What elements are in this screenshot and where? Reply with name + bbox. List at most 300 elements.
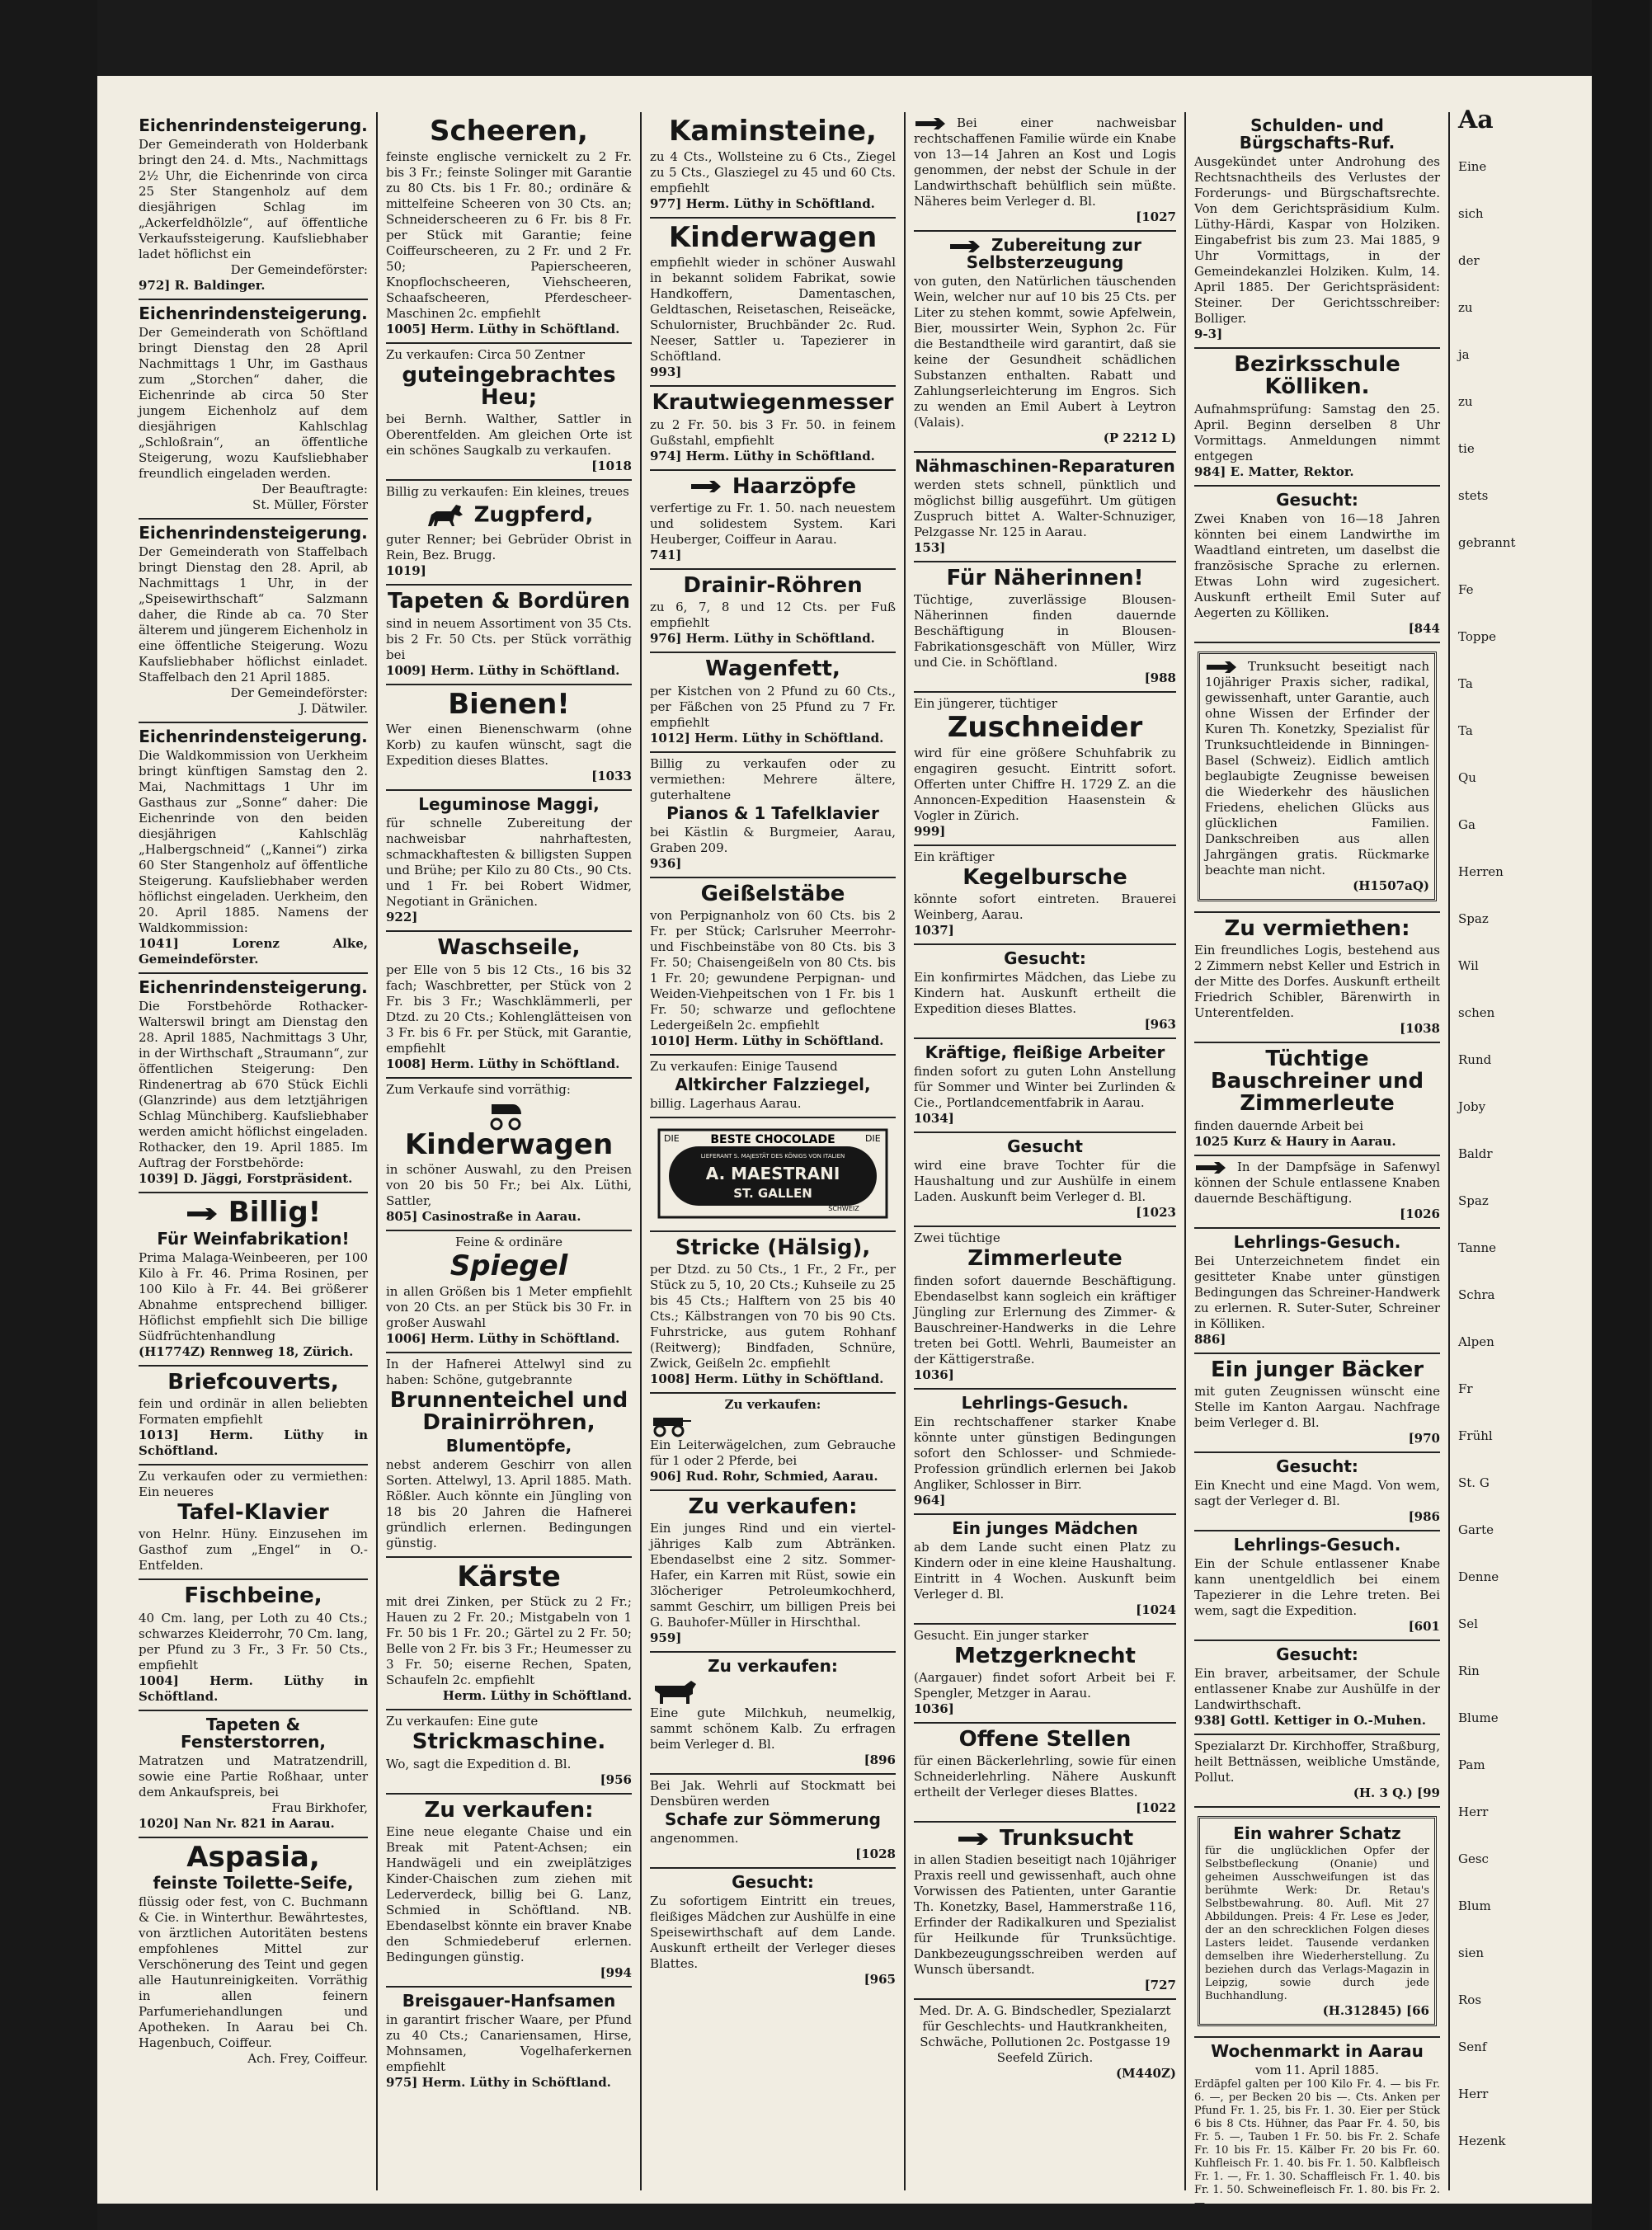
ad-text: in schöner Auswahl, zu den Preisen von 20 bis 50 Fr.; bei Alx. Lüthi, Sattler, xyxy=(386,1162,632,1209)
ad-weinbereitung xyxy=(914,232,1176,453)
ad-title xyxy=(650,473,896,499)
ad-title: Zu verkaufen: xyxy=(688,1494,858,1520)
ad-title: Gesucht: xyxy=(1004,948,1086,969)
ad-text: Erdäpfel galten per 100 Kilo Fr. 4. — bis Fr. 6. —, per Becken 20 bis —. Cts. Anken per Pfund Fr. 1. 25, bis Fr. 1. 30. Eier per Stück 6 bis 8 Cts. Hühner, das Paar Fr. 4. 50, bis Fr. 5. —, Tauben 1 Fr. 50. bis Fr. 2. Schafe Fr. 10 bis Fr. 15. Kälber Fr. 20 bis Fr. 60. Kuhfleisch Fr. 1. 40. bis Fr. 1. 50. Kalbfleisch Fr. 1. —, Fr. 1. 30. Schaffleisch Fr. 1. 40. bis Fr. 1. 50. Schweinefleisch Fr. 1. 80. bis Fr. 2. — xyxy=(1194,2078,1440,2210)
ad-title: Schulden- und Bürgschafts-Ruf. xyxy=(1239,115,1395,153)
ad-text: Der Gemeinderath von Holderbank bringt den 24. d. Mts., Nachmittags 2½ Uhr, die Eichenrinde von circa 25 Ster Stangenholz auf dem diesjährigen Schlag im „Ackerfeldhölzle“, auf öffentliche Verkaufssteigerung. Kaufsliebhaber ladet höflichst ein xyxy=(139,137,368,261)
ad-sign: Der Beauftragte: xyxy=(261,482,368,496)
ad-text: Ein braver, arbeitsamer, der Schule entlassener Knabe zur Aushülfe in der Landwirthschaft. xyxy=(1194,1666,1440,1713)
ad-text: wird für eine größere Schuhfabrik zu engagiren gesucht. Eintritt sofort. Offerten unter Chiffre H. 1729 Z. an die Annoncen-Expedition Haasenstein & Vogler in Zürich. xyxy=(914,745,1176,823)
ad-ref: [601 xyxy=(1408,1619,1440,1635)
truncated-line: sien xyxy=(1458,1945,1485,1960)
logo-sub-text: LIEFERANT S. MAJESTÄT DES KÖNIGS VON ITALIEN xyxy=(700,1152,845,1160)
ad-ref: [1026 xyxy=(1400,1206,1440,1221)
ad-text: flüssig oder fest, von C. Buchmann & Cie. in Winterthur. Bewährtestes, von ärztlichen Autoritäten bestens empfohlenes Mittel zur Verschönerung des Teint und gegen alle Hautunreinigkeiten. Vorräthig in allen feinern Parfumeriehandlungen und Apotheken. In Aarau bei Ch. Hagenbuch, Coiffeur. xyxy=(139,1894,368,2051)
truncated-line: Garte xyxy=(1458,1522,1494,1537)
ad-ref: [994 xyxy=(600,1964,632,1980)
ad-subtitle: vom 11. April 1885. xyxy=(1254,2063,1380,2078)
ad-ref: Herm. Lüthy in Schöftland. xyxy=(442,1688,632,1704)
ad-logis-vermiethen xyxy=(1194,913,1440,1043)
ad-text: Eine neue elegante Chaise und ein Break mit Patent-Achsen; ein Handwägeli und ein zweiplätziges Kinder-Chaischen zum ziehen mit Lederverdeck, billig bei G. Lanz, Schmied in Schöftland. NB. Ebendaselbst könnte ein braver Knabe den Schmiedeberuf erlernen. Bedingungen günstig. xyxy=(386,1823,632,1964)
ad-lehrling-schreiner xyxy=(1194,1229,1440,1354)
logo-main-text: A. MAESTRANI xyxy=(705,1163,840,1183)
ad-ref: 974] Herm. Lüthy in Schöftland. xyxy=(650,448,875,463)
ad-text: Matratzen und Matratzendrill, sowie eine Partie Roßhaar, unter dem Ankaufspreis, bei xyxy=(139,1752,368,1800)
ad-junger-baecker xyxy=(1194,1354,1440,1453)
ad-text: werden stets schnell, pünktlich und möglichst billig ausgeführt. Um gütigen Zuspruch bittet A. Walter-Schnuziger, Pelzgasse Nr. 125 in Aarau. xyxy=(914,478,1176,539)
ad-text: guter Renner; bei Gebrüder Obrist in Rein, Bez. Brugg. xyxy=(386,532,632,563)
ad-billig-weinbeeren xyxy=(139,1193,368,1367)
ad-text: billig. Lagerhaus Aarau. xyxy=(650,1095,802,1111)
ad-title: Aspasia, xyxy=(186,1840,320,1874)
ad-text: Ein Knecht und eine Magd. Von wem, sagt der Verleger d. Bl. xyxy=(1194,1478,1440,1509)
framed-ad xyxy=(1198,652,1437,901)
ad-stricke xyxy=(650,1232,896,1394)
ad-ref: [988 xyxy=(1144,670,1176,686)
ad-title: Wochenmarkt in Aarau xyxy=(1211,2041,1424,2062)
ad-ref: 1008] Herm. Lüthy in Schöftland. xyxy=(650,1371,884,1387)
ad-lehrling-tapezierer xyxy=(1194,1531,1440,1641)
ad-text: finden sofort zu guten Lohn Anstellung für Sommer und Winter bei Zurlinden & Cie., Portlandcementfabrik in Aarau. xyxy=(914,1064,1176,1111)
ad-ref: 1034] xyxy=(914,1111,954,1127)
ad-title: Kräftige, fleißige Arbeiter xyxy=(925,1042,1165,1063)
ad-text: angenommen. xyxy=(650,1831,739,1847)
truncated-line: Baldr xyxy=(1458,1146,1493,1161)
ad-title xyxy=(139,1198,368,1228)
ad-drainir-roehren xyxy=(650,570,896,653)
ad-pretext: Zu verkaufen: Circa 50 Zentner xyxy=(386,346,586,362)
ad-ref: [970 xyxy=(1408,1431,1440,1447)
ad-title: Wagenfett, xyxy=(705,656,840,682)
truncated-line: Ta xyxy=(1458,723,1473,738)
ad-eichenrinde-rothacker xyxy=(139,974,368,1193)
ad-text: finden dauernde Arbeit bei xyxy=(1194,1117,1364,1133)
ad-text: für einen Bäckerlehrling, sowie für einen Schneiderlehrling. Nähere Auskunft ertheilt der Verleger dieses Blattes. xyxy=(914,1753,1176,1800)
ad-junges-maedchen xyxy=(914,1515,1176,1625)
ad-title: Metzgerknecht xyxy=(954,1643,1136,1668)
ad-title: Zu verkaufen: xyxy=(424,1797,594,1823)
ad-aspasia-seife xyxy=(139,1838,368,2072)
ad-title: Briefcouverts, xyxy=(167,1369,339,1395)
truncated-line: Gesc xyxy=(1458,1851,1489,1866)
truncated-line: der xyxy=(1458,253,1480,268)
truncated-line: Ta xyxy=(1458,676,1473,691)
ad-text: von guten, den Natürlichen täuschenden Wein, welcher nur auf 10 bis 25 Cts. per Liter zu stehen kommt, sowie Apfelwein, Bier, moussirter Wein, Syphon 2c. Für die Bestandtheile wird garantirt, daß sie keine der Gesundheit schädlichen Substanzen enthalten. Rabatt und Zahlungserleichterung im Engros. Sich zu wenden an Emil Aubert à Leytron (Valais). xyxy=(914,274,1176,430)
ad-text: Der Gemeinderath von Staffelbach bringt Dienstag den 28. April, ab Nachmittags 1 Uhr, in der „Speisewirthschaft“ Salzmann daher, die Rinde ab ca. 70 Ster älterem und jüngerem Eichenholz in eine öffentliche Steigerung. Wozu Kaufsliebhaber höflichst einladet. Staffelbach den 21 April 1885. xyxy=(139,544,368,685)
ad-text: Med. Dr. A. G. Bindschedler, Spezialarzt für Geschlechts- und Hautkrankheiten, Schwäche, Pollutionen 2c. Postgasse 19 Seefeld Zürich. xyxy=(919,2003,1171,2066)
ad-tochter-gesucht xyxy=(914,1133,1176,1227)
ad-text: feinste englische vernickelt zu 2 Fr. bis 3 Fr.; feinste Solinger mit Garantie zu 80 Cts. bis 1 Fr. 80.; ordinäre & mittelfeine Scheeren von 30 Cts. an; Schneiderscheeren zu 6 Fr. bis 8 Fr. per Stück mit Garantie; feine Coiffeurscheeren, zu 2 Fr. und 2 Fr. 50; Papierscheeren, Knopflochscheeren, Viehscheeren, Schaafscheeren, Pferdescheer-Maschinen 2c. empfiehlt xyxy=(386,148,632,321)
ad-strickmaschine xyxy=(386,1710,632,1794)
ad-wagenfett xyxy=(650,653,896,752)
ad-naehmaschinen xyxy=(914,453,1176,562)
ad-text: Eine gute Milchkuh, neumelkig, sammt schönem Kalb. Zu erfragen beim Verleger d. Bl. xyxy=(650,1705,896,1752)
ad-title: Fischbeine, xyxy=(184,1583,322,1609)
ad-title: Gesucht xyxy=(1007,1136,1083,1157)
ad-ref: [1028 xyxy=(855,1847,896,1862)
truncated-line: Ros xyxy=(1458,1992,1482,2007)
pointing-hand-icon xyxy=(1194,1160,1232,1175)
ad-chocolade-logo xyxy=(650,1118,896,1232)
ad-pianos xyxy=(650,753,896,878)
ad-milchkuh xyxy=(650,1653,896,1775)
ad-chaise xyxy=(386,1795,632,1988)
ad-subtitle: feinste Toilette-Seife, xyxy=(153,1873,354,1894)
truncated-line: schen xyxy=(1458,1005,1495,1020)
ad-title: Lehrlings-Gesuch. xyxy=(961,1392,1129,1413)
ad-title: Tüchtige Bauschreiner und Zimmerleute xyxy=(1210,1046,1424,1117)
truncated-line: Rin xyxy=(1458,1663,1480,1678)
ad-trunksucht-konetzky xyxy=(914,1823,1176,2000)
ad-title: Kinderwagen xyxy=(668,220,878,254)
pointing-hand-icon xyxy=(1205,660,1243,675)
ad-ref: [844 xyxy=(1408,620,1440,636)
ad-text: Zwei Knaben von 16—18 Jahren könnten bei einem Landwirthe im Waadtland eintreten, um daselbst die französische Sprache zu erlernen. Etwas Lohn wird zugesichert. Auskunft ertheilt Emil Suter auf Aegerten zu Kölliken. xyxy=(1194,510,1440,620)
truncated-line: Pam xyxy=(1458,1757,1485,1772)
ad-bienen xyxy=(386,685,632,792)
ad-text-body: Trunksucht beseitigt nach 10jähriger Praxis sicher, radikal, gewissenhaft, unter Garantie, auch ohne Wissen der Erfinder der Kuren Th. Konetzky, Spezialist für Trunksuchtleidende in Binningen-Basel (Schweiz). Eidlich amtlich beglaubigte Zeugnisse beweisen die Wiederkehr des häuslichen Friedens, ehelichen Glücks aus glücklichen Familien. Dankschreiben aus allen Jahrgängen gratis. Rückmarke beachte man nicht. xyxy=(1205,658,1429,877)
ad-ref: 972] R. Baldinger. xyxy=(139,278,266,293)
ad-ref: 1025 Kurz & Haury in Aarau. xyxy=(1194,1133,1396,1149)
truncated-line: St. G xyxy=(1458,1475,1490,1490)
ad-leiterwaegelchen xyxy=(650,1394,896,1491)
ad-eichenrinde-uerkheim xyxy=(139,723,368,974)
ad-ref: 1008] Herm. Lüthy in Schöftland. xyxy=(386,1056,620,1071)
ad-ref: 977] Herm. Lüthy in Schöftland. xyxy=(650,195,875,211)
ad-title: Krautwiegenmesser xyxy=(652,390,894,416)
ad-title: Tapeten & Fensterstorren, xyxy=(181,1714,326,1752)
ad-bauschreiner xyxy=(1194,1043,1440,1156)
ad-title: Leguminose Maggi, xyxy=(418,794,600,815)
ad-pretext: Ein kräftiger xyxy=(914,849,995,864)
ad-ref: (H1507aQ) xyxy=(1353,877,1429,893)
ad-ref: 964] xyxy=(914,1492,946,1508)
logo-bottom-text: ST. GALLEN xyxy=(733,1185,812,1201)
ad-kegelbursche xyxy=(914,846,1176,945)
ad-text xyxy=(914,115,1176,209)
ad-ref: [1023 xyxy=(1136,1205,1176,1221)
column-5 xyxy=(1186,112,1450,2210)
wagon-icon xyxy=(650,1413,691,1437)
truncated-line: Sel xyxy=(1458,1616,1478,1631)
truncated-line: Fe xyxy=(1458,582,1474,597)
ad-text: Der Gemeinderath von Schöftland bringt Dienstag den 28 April Nachmittags 1 Uhr, im Gasthaus zum „Storchen“ daher, die Eichenrinde ab circa 50 Ster jungem Eichenholz auf dem diesjährigen Kahlschlag „Schloßrain“, an öffentliche Steigerung, wozu Kaufsliebhaber freundlich eingeladen werden. xyxy=(139,325,368,481)
ad-eichenrinde-staffelbach xyxy=(139,520,368,723)
ad-ref: Ach. Frey, Coiffeur. xyxy=(247,2051,368,2067)
truncated-line: ja xyxy=(1458,347,1470,362)
ad-text: Zu sofortigem Eintritt ein treues, fleißiges Mädchen zur Aushülfe in eine Speisewirthschaft auf dem Lande. Auskunft ertheilt der Verleger dieses Blattes. xyxy=(650,1894,896,1972)
column-4 xyxy=(906,112,1186,2190)
ad-ref: St. Müller, Förster xyxy=(252,497,368,512)
ad-title-text: Haarzöpfe xyxy=(732,473,857,499)
ad-text: von Perpignanholz von 60 Cts. bis 2 Fr. per Stück; Carlsruher Meerrohr- und Fischbeinstäbe von 80 Cts. bis 3 Fr. 50; Chaisengeißeln von 80 Cts. bis 1 Fr. 20; gewundene Perpignan- und Weiden-Viehpeitschen von 1 Fr. bis 1 Fr. 50; schwarze und geflochtene Ledergeißeln 2c. empfiehlt xyxy=(650,907,896,1033)
ad-text: Spezialarzt Dr. Kirchhoffer, Straßburg, heilt Bettnässen, weibliche Umstände, Pollut. xyxy=(1194,1738,1440,1785)
ad-ref: 1013] Herm. Lüthy in Schöftland. xyxy=(139,1427,368,1458)
ad-ref: (H. 3 Q.) [99 xyxy=(1353,1785,1440,1801)
ad-ref: 984] E. Matter, Rektor. xyxy=(1194,463,1354,479)
horse-icon xyxy=(425,501,469,529)
truncated-line: Herr xyxy=(1458,2087,1489,2101)
ad-text: fein und ordinär in allen beliebten Formaten empfiehlt xyxy=(139,1395,368,1427)
ad-ref: [727 xyxy=(1144,1978,1176,1993)
ad-pretext: Zu verkaufen oder zu vermiethen: Ein neueres xyxy=(139,1468,368,1499)
ad-hanfsamen xyxy=(386,1988,632,2096)
ad-sign: Der Gemeindeförster: xyxy=(230,262,368,277)
ad-pretext: Zu verkaufen: Einige Tausend xyxy=(650,1058,838,1074)
ad-text: bei Bernh. Walther, Sattler in Oberentfelden. Am gleichen Orte ist ein schönes Saugkalb zu verkaufen. xyxy=(386,412,632,459)
ad-schafe xyxy=(650,1775,896,1869)
ad-title: Nähmaschinen-Reparaturen xyxy=(915,456,1175,476)
ad-ref: [963 xyxy=(1144,1017,1176,1033)
ad-ref: 1019] xyxy=(386,563,426,579)
ad-ref: [986 xyxy=(1408,1509,1440,1525)
ad-ref: [965 xyxy=(864,1972,896,1988)
ad-title: Für Näherinnen! xyxy=(946,566,1144,590)
ad-text: in allen Größen bis 1 Meter empfiehlt von 20 Cts. an per Stück bis 30 Fr. in großer Auswahl xyxy=(386,1283,632,1330)
ad-title: Bienen! xyxy=(448,687,570,721)
ad-ref: [956 xyxy=(600,1771,632,1787)
ad-knabe-kost xyxy=(914,112,1176,232)
ad-text: empfiehlt wieder in schöner Auswahl in bekannt solidem Fabrikat, sowie Handkoffern, Damentaschen, Geldtaschen, Reisetaschen, Reiseäcke, Schulornister, Bruchbänder 2c. Rud. Neeser, Sattler u. Tapezierer in Schöftland. xyxy=(650,255,896,365)
ad-pretext: Ein jüngerer, tüchtiger xyxy=(914,696,1057,712)
ad-text: Ein konfirmirtes Mädchen, das Liebe zu Kindern hat. Auskunft ertheilt die Expedition dieses Blattes. xyxy=(914,970,1176,1017)
ad-text: Prima Malaga-Weinbeeren, per 100 Kilo à Fr. 46. Prima Rosinen, per 100 Kilo à Fr. 44. Bei größerer Abnahme entsprechend billiger. Höflichst empfiehlt sich Die billige Südfrüchtenhandlung xyxy=(139,1249,368,1343)
ad-ref: [1038 xyxy=(1400,1020,1440,1036)
truncated-line: Hezenk xyxy=(1458,2134,1506,2148)
ad-knecht-magd xyxy=(1194,1453,1440,1531)
ad-text: zu 4 Cts., Wollsteine zu 6 Cts., Ziegel zu 5 Cts., Glasziegel zu 45 und 60 Cts. empfiehlt xyxy=(650,148,896,195)
ad-text: für die unglücklichen Opfer der Selbstbefleckung (Onanie) und geheimen Ausschweifungen ist das berühmte Werk: Dr. Retau's Selbstbewahrung. 80. Aufl. Mit 27 Abbildungen. Preis: 4 Fr. Lese es Jeder, der an den schrecklichen Folgen dieses Lasters leidet. Tausende verdanken demselben ihre Wiederherstellung. Zu beziehen durch das Verlags-Magazin in Leipzig, sowie durch jede Buchhandlung. xyxy=(1205,1845,1429,2003)
ad-ref: 1005] Herm. Lüthy in Schöftland. xyxy=(386,321,620,336)
ad-title: Ein wahrer Schatz xyxy=(1233,1823,1401,1844)
ad-pretext: Zu verkaufen: xyxy=(724,1397,821,1413)
ad-ref: 886] xyxy=(1194,1331,1226,1347)
truncated-line: stets xyxy=(1458,488,1489,503)
truncated-line: Eine xyxy=(1458,159,1487,174)
ad-text: verfertige zu Fr. 1. 50. nach neuestem und solidestem System. Kari Heuberger, Coiffeur in Aarau. xyxy=(650,500,896,547)
truncated-line: Schra xyxy=(1458,1287,1495,1302)
ad-text: finden sofort dauernde Beschäftigung. Ebendaselbst kann sogleich ein kräftiger Jüngling zur Erlernung des Zimmer- & Bauschreiner-Handwerks in die Lehre treten bei Gottl. Wehrli, Baumeister an der Kättigerstraße. xyxy=(914,1273,1176,1367)
ad-kirchhoffer xyxy=(1194,1735,1440,1808)
framed-ad xyxy=(1198,1816,1437,2026)
ad-pretext: Feine & ordinäre xyxy=(455,1235,562,1250)
ad-title xyxy=(914,237,1176,271)
ad-title: Kaminsteine, xyxy=(669,115,877,148)
ad-text: (Aargauer) findet sofort Arbeit bei F. Spengler, Metzger in Aarau. xyxy=(914,1669,1176,1701)
ad-text: per Kistchen von 2 Pfund zu 60 Cts., per Fäßchen von 25 Pfund zu 7 Fr. empfiehlt xyxy=(650,683,896,730)
ad-title: Tapeten & Bordüren xyxy=(387,589,631,614)
truncated-line: Tanne xyxy=(1458,1240,1496,1255)
ad-ref: 805] Casinostraße in Aarau. xyxy=(386,1209,581,1225)
ad-eichenrinde-holderbank xyxy=(139,112,368,300)
ad-text: zu 2 Fr. 50. bis 3 Fr. 50. in feinem Gußstahl, empfiehlt xyxy=(650,416,896,448)
ad-bindschedler xyxy=(914,2000,1176,2087)
ad-tapeten-fensterstorren xyxy=(139,1711,368,1838)
ad-ref: 993] xyxy=(650,365,682,380)
ad-text: in garantirt frischer Waare, per Pfund zu 40 Cts.; Canariensamen, Hirse, Mohnsamen, Vogelhaferkernen empfiehlt xyxy=(386,2011,632,2074)
truncated-line: Herren xyxy=(1458,864,1504,879)
column-1 xyxy=(130,112,378,2190)
ad-text: in allen Stadien beseitigt nach 10jähriger Praxis reell und gewissenhaft, auch ohne Vorwissen des Patienten, unter Garantie Th. Konetzky, Basel, Hammerstraße 116, Erfinder der Radikalkuren und Spezialist für Heilkunde für Trunksüchtige. Dankbezeugungsschreiben werden auf Wunsch übersandt. xyxy=(914,1852,1176,1978)
ad-text-body: Bei einer nachweisbar rechtschaffenen Familie würde ein Knabe von 13—14 Jahren an Kost und Logis genommen, der nebst der Schule in der Landwirthschaft behülflich sein müßte. Näheres beim Verleger d. Bl. xyxy=(914,115,1176,209)
ad-subtitle: Blumentöpfe, xyxy=(445,1435,572,1456)
ad-title-text: Kinderwagen xyxy=(404,1127,614,1161)
ad-text: Bei Unterzeichnetem findet ein gesitteter Knabe unter günstigen Bedingungen das Schreiner-Handwerk zu erlernen. R. Suter-Suter, Schreiner in Kölliken. xyxy=(1194,1253,1440,1331)
ad-ref: 959] xyxy=(650,1630,682,1646)
ad-text: zu 6, 7, 8 und 12 Cts. per Fuß empfiehlt xyxy=(650,600,896,631)
ad-title: Tafel-Klavier xyxy=(177,1499,329,1525)
ad-text: für schnelle Zubereitung der nachweisbar nahrhaftesten, schmackhaftesten & billigsten Suppen und Brühe; per Kilo zu 80 Cts., 90 Cts. und 1 Fr. bei Robert Widmer, Negotiant in Gränichen. xyxy=(386,816,632,910)
ad-title: Zimmerleute xyxy=(967,1246,1123,1272)
truncated-line: Herr xyxy=(1458,1804,1489,1819)
ad-text: bei Kästlin & Burgmeier, Aarau, Graben 209. xyxy=(650,824,896,855)
ad-waschseile xyxy=(386,932,632,1078)
ad-ref: 9-3] xyxy=(1194,327,1223,341)
ad-title: Gesucht: xyxy=(1276,1456,1358,1477)
truncated-line: Ga xyxy=(1458,817,1476,832)
truncated-line: tie xyxy=(1458,441,1475,456)
ad-kinderwagen-neeser xyxy=(650,219,896,388)
ad-ref: (M440Z) xyxy=(1115,2066,1176,2082)
ad-zwei-knaben xyxy=(1194,487,1440,643)
ad-title: Ein junger Bäcker xyxy=(1210,1357,1424,1382)
ad-title: Ein junges Mädchen xyxy=(952,1517,1138,1538)
ad-title: Stricke (Hälsig), xyxy=(675,1235,871,1260)
ad-pretext: Billig zu verkaufen: Ein kleines, treues xyxy=(386,484,629,500)
ad-title: Gesucht: xyxy=(1276,489,1358,510)
ad-text xyxy=(1194,1160,1440,1207)
ad-text: Ein der Schule entlassener Knabe kann unentgeldlich bei einem Tapezierer in die Lehre treten. Bei wem, sagt die Expedition. xyxy=(1194,1556,1440,1619)
ad-maedchen-gesucht xyxy=(650,1869,896,1992)
ad-ref: 1036] xyxy=(914,1367,954,1382)
ad-pretext: Zwei tüchtige xyxy=(914,1230,1000,1246)
ad-text: Aufnahmsprüfung: Samstag den 25. April. Beginn derselben 8 Uhr Vormittags. Anmeldungen nimmt entgegen xyxy=(1194,401,1440,463)
ad-title xyxy=(386,501,632,529)
truncated-line: gebrannt xyxy=(1458,535,1516,550)
ad-ref: [1024 xyxy=(1136,1602,1176,1617)
ad-text: Tüchtige, zuverlässige Blousen-Näherinnen finden dauernde Beschäftigung in Blousen-Fabrikationsgeschäft von Müller, Wirz und Cie. in Schöftland. xyxy=(914,592,1176,670)
ad-title-text: Billig! xyxy=(228,1196,322,1229)
ad-pretext: Zum Verkaufe sind vorräthig: xyxy=(386,1081,571,1097)
ad-geisselstaebe xyxy=(650,878,896,1056)
column-2 xyxy=(378,112,642,2190)
pram-icon xyxy=(488,1099,525,1131)
ad-text: Wer einen Bienenschwarm (ohne Korb) zu kaufen wünscht, sagt die Expedition dieses Blattes. xyxy=(386,722,632,769)
ad-title: Waschseile, xyxy=(437,935,581,961)
ad-ref: 938] Gottl. Kettiger in O.-Muhen. xyxy=(1194,1713,1426,1729)
ad-ref: [1033 xyxy=(591,769,632,784)
truncated-line: Blum xyxy=(1458,1898,1491,1913)
ad-fischbeine xyxy=(139,1580,368,1710)
ad-text: Wo, sagt die Expedition d. Bl. xyxy=(386,1756,572,1771)
truncated-line: Toppe xyxy=(1458,629,1496,644)
ad-title: Zuschneider xyxy=(947,711,1143,745)
ad-scheeren xyxy=(386,112,632,344)
ad-ref: 1036] xyxy=(914,1701,954,1716)
ad-ref: 1041] Lorenz Alke, Gemeindeförster. xyxy=(139,936,368,967)
ad-ref: 153] xyxy=(914,540,946,555)
ad-heu xyxy=(386,344,632,482)
ad-text: per Elle von 5 bis 12 Cts., 16 bis 32 fach; Waschbretter, per Stück von 2 Fr. bis 3 Fr.; Waschklämmerli, per Dtzd. zu 20 Cts.; Kohlenglätteisen von 3 Fr. bis 6 Fr. per Stück, mit Garantie, empfiehlt xyxy=(386,962,632,1056)
ad-title: Spiegel xyxy=(449,1249,568,1283)
ad-text: mit guten Zeugnissen wünscht eine Stelle im Kanton Aargau. Nachfrage beim Verleger d. Bl. xyxy=(1194,1384,1440,1431)
logo-edge-right: DIE xyxy=(865,1132,881,1144)
ad-title: Eichenrindensteigerung. xyxy=(139,727,368,746)
ad-ref: [1027 xyxy=(1136,209,1176,224)
ad-tafel-klavier xyxy=(139,1465,368,1580)
ad-title: Eichenrindensteigerung. xyxy=(139,523,368,543)
ad-ref: 1010] Herm. Lüthy in Schöftland. xyxy=(650,1033,884,1048)
ad-ref: 922] xyxy=(386,910,418,925)
ad-spiegel xyxy=(386,1231,632,1353)
ad-text: Ausgekündet unter Androhung des Rechtsnachtheils des Verlustes der Forderungs- und Bürgschaftsrechte. Von dem Gerichtspräsidium Kulm. Lüthy-Härdi, Kaspar von Holziken. Eingabefrist bis zum 23. Mai 1885, 9 Uhr Vormittags, in der Gemeindekanzlei Holziken. Kulm, 14. April 1885. Der Gerichtspräsident: Steiner. Der Gerichtsschreiber: Bolliger. xyxy=(1194,154,1440,326)
ad-zuschneider xyxy=(914,693,1176,846)
ad-ref: 976] Herm. Lüthy in Schöftland. xyxy=(650,631,875,647)
ad-title: Brunnenteichel und Drainirröhren, xyxy=(389,1387,628,1436)
ad-title: Strickmaschine. xyxy=(412,1729,606,1755)
ad-text: nebst anderem Geschirr von allen Sorten. Attelwyl, 13. April 1885. Math. Rößler. Auch könnte ein Jüngling von 18 bis 20 Jahren die Hafnerei gründlich erlernen. Bedingungen günstig. xyxy=(386,1456,632,1550)
ad-title: Scheeren, xyxy=(430,115,588,148)
ad-text: könnte sofort eintreten. Brauerei Weinberg, Aarau. xyxy=(914,892,1176,923)
newspaper-page xyxy=(97,76,1592,2210)
ad-pretext: Gesucht. Ein junger starker xyxy=(914,1627,1089,1643)
ad-title: Eichenrindensteigerung. xyxy=(139,115,368,135)
ad-knabe-landwirthschaft xyxy=(1194,1641,1440,1735)
truncated-line: zu xyxy=(1458,300,1473,315)
ad-naeherinnen xyxy=(914,562,1176,693)
maestrani-chocolate-logo xyxy=(657,1128,888,1219)
pointing-hand-icon xyxy=(948,239,986,254)
truncated-line: Aa xyxy=(1458,106,1494,134)
pointing-hand-icon xyxy=(957,1832,995,1847)
cow-icon xyxy=(650,1677,699,1705)
logo-top-text: BESTE CHOCOLADE xyxy=(710,1132,835,1146)
ad-brunnenteichel xyxy=(386,1353,632,1558)
column-3 xyxy=(642,112,906,2190)
ad-subtitle: Für Weinfabrikation! xyxy=(157,1228,350,1249)
ad-trunksucht-box xyxy=(1194,643,1440,913)
ad-text: sind in neuem Assortiment von 35 Cts. bis 2 Fr. 50 Cts. per Stück vorräthig bei xyxy=(386,615,632,662)
ad-text: Ein rechtschaffener starker Knabe könnte unter günstigen Bedingungen sofort den Schlosser- und Schmiede-Profession gründlich erlernen bei Jakob Angliker, Schlosser in Birr. xyxy=(914,1414,1176,1492)
ad-ref: 1004] Herm. Lüthy in Schöftland. xyxy=(139,1672,368,1704)
ad-krautwiegenmesser xyxy=(650,387,896,470)
ad-text: 40 Cm. lang, per Loth zu 40 Cts.; schwarzes Kleiderrohr, 70 Cm. lang, per Pfund zu 3 Fr., 3 Fr. 50 Cts., empfiehlt xyxy=(139,1610,368,1672)
ad-tapeten-borduren xyxy=(386,586,632,685)
ad-ref: 1039] D. Jäggi, Forstpräsident. xyxy=(139,1171,353,1186)
ad-ref: 1012] Herm. Lüthy in Schöftland. xyxy=(650,730,884,746)
ad-title xyxy=(386,1099,632,1160)
ad-zimmerleute xyxy=(914,1227,1176,1389)
ad-sign: Der Gemeindeförster: xyxy=(230,685,368,700)
ad-offene-stellen xyxy=(914,1724,1176,1823)
logo-edge-left: DIE xyxy=(664,1132,680,1144)
truncated-line: Joby xyxy=(1458,1099,1486,1114)
left-scan-border xyxy=(0,0,97,2230)
ad-sign: Frau Birkhofer, xyxy=(271,1800,368,1815)
ad-zugpferd xyxy=(386,481,632,586)
ad-title: Lehrlings-Gesuch. xyxy=(1233,1535,1401,1555)
ad-text: von Helnr. Hüny. Einzusehen im Gasthof zum „Engel“ in O.-Entfelden. xyxy=(139,1527,368,1574)
ad-title: Altkircher Falzziegel, xyxy=(675,1074,871,1094)
truncated-line: Senf xyxy=(1458,2039,1487,2054)
ad-maedchen-konfirmirt xyxy=(914,945,1176,1039)
ad-title-text: Zubereitung zur Selbsterzeugung xyxy=(966,235,1141,272)
ad-text: Die Waldkommission von Uerkheim bringt künftigen Samstag den 2. Mai, Nachmittags 1 Uhr im Gasthaus zur „Sonne“ daher: Die Eichenrinde von den beiden diesjährigen Kahlschläg „Halbergschneid“ („Kannei“) zirka 60 Ster Stangenholz auf öffentliche Steigerung. Kaufsliebhaber werden höflichst eingeladen. Uerkheim, den 20. April 1885. Namens der Waldkommission: xyxy=(139,748,368,935)
truncated-line: Spaz xyxy=(1458,911,1489,926)
ad-text: Die Forstbehörde Rothacker-Walterswil bringt am Dienstag den 28. April 1885, Nachmittags 3 Uhr, in der Wirthschaft „Straumann“, zur öffentlichen Steigerung: Den Rindenertrag ab 670 Stück Eichli (Glanzrinde) aus dem letztjährigen Schlag Münchiberg. Kaufsliebhaber werden amicht höflichst eingeladen. Rothacker, den 19. April 1885. Im Auftrag der Forstbehörde: xyxy=(139,999,368,1170)
ad-title: Eichenrindensteigerung. xyxy=(139,303,368,323)
ad-ref: [1022 xyxy=(1136,1800,1176,1816)
